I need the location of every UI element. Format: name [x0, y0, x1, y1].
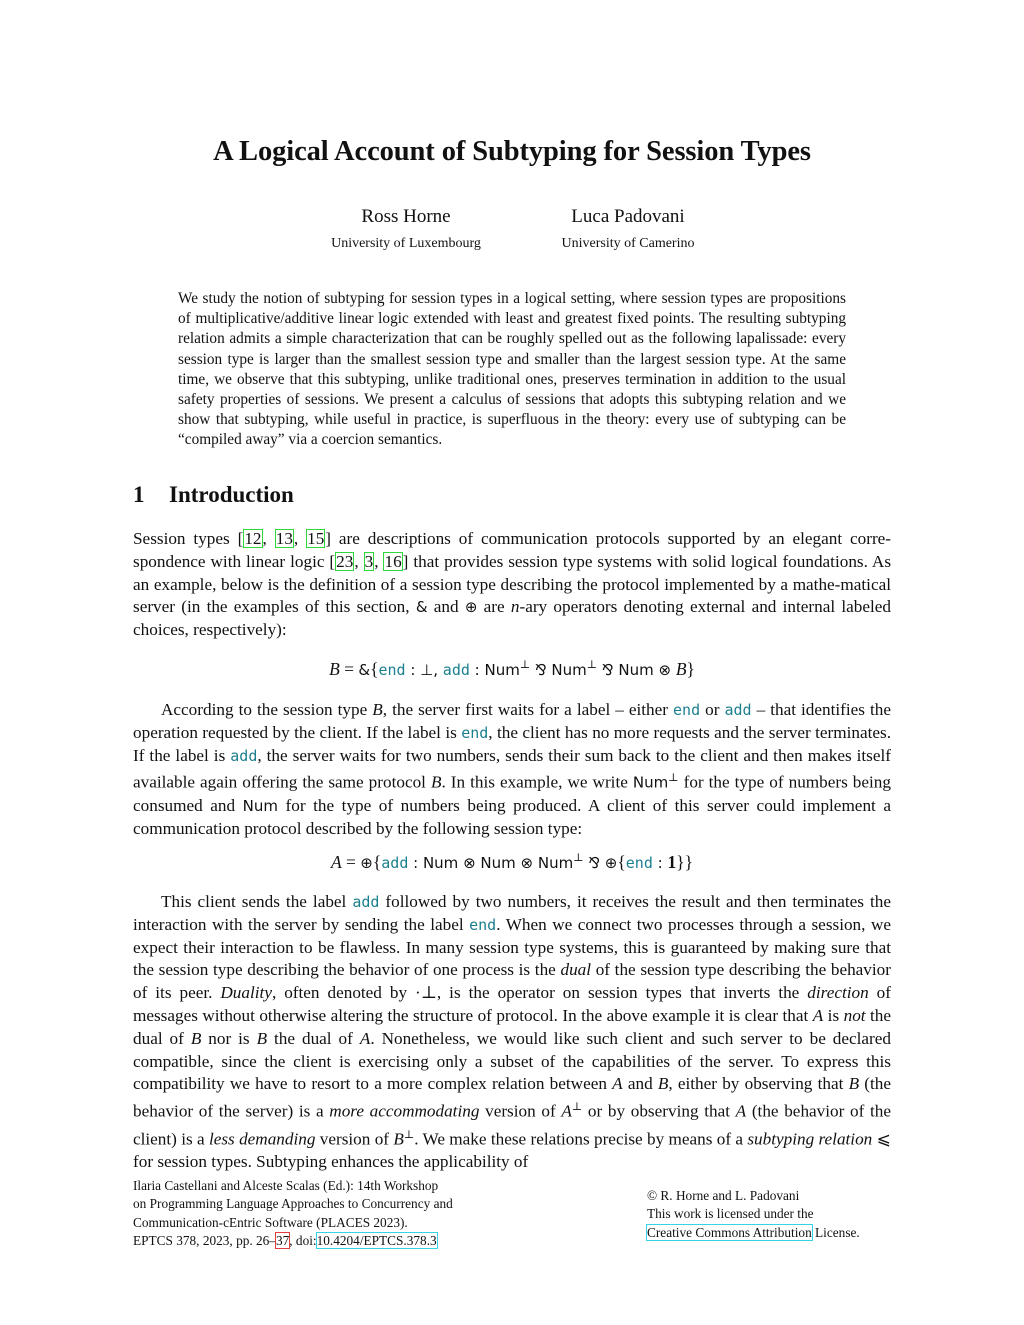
author-affiliation: University of Luxembourg — [331, 236, 481, 251]
doi-link[interactable]: 10.4204/EPTCS.378.3 — [316, 1232, 437, 1248]
equation-client-type: A = ⊕{add : Num ⊗ Num ⊗ Num⊥ ⅋ ⊕{end : 1}} — [330, 851, 694, 872]
author-name: Luca Padovani — [571, 206, 685, 227]
citation-link[interactable]: 12 — [244, 529, 262, 548]
section-heading — [133, 482, 294, 508]
author-affiliation: University of Camerino — [561, 236, 695, 251]
citation-link[interactable]: 15 — [307, 529, 325, 548]
citation-link[interactable]: 16 — [384, 551, 402, 571]
author-1 — [286, 206, 526, 252]
section-title: Introduction — [169, 482, 294, 507]
author-2 — [508, 206, 748, 252]
citation-link[interactable]: 3 — [364, 551, 374, 571]
footer-license: © R. Horne and L. Padovani This work is licensed under the Creative Commons Attribution License. — [647, 1188, 860, 1240]
abstract: We study the notion of subtyping for session types in a logical setting, where session types are propositions of multiplicative/additive linear logic extended with least and greatest fixed points. The resulting subtyping relation admits a simple characterization that can be roughly spelled out as the following lapalissade: every session type is larger than the smallest session type and smaller than the largest session type. At the same time, we observe that this subtyping, unlike traditional ones, preserves termination in addition to the usual safety properties of sessions. We present a calculus of sessions that adopts this subtyping relation and we show that subtyping, while useful in practice, is superfluous in the theory: every use of subtyping can be “compiled away” via a coercion semantics. — [178, 290, 846, 449]
paragraph-1: Session types [12, 13, 15] are descriptions of communication protocols supported by an elegant corre-spondence with linear logic [23, 3, 16] that provides session type systems with solid logical foundations. As an example, below is the definition of a session type describing the protocol implemented by a mathe-matical server (in the examples of this section, & and ⊕ are n-ary operators denoting external and internal labeled choices, respectively): — [133, 529, 892, 640]
last-page-link[interactable]: 37 — [275, 1232, 290, 1248]
license-link[interactable]: Creative Commons Attribution — [647, 1224, 812, 1240]
with-operator: & — [415, 598, 428, 617]
citation-link[interactable]: 13 — [275, 529, 293, 548]
paragraph-2: According to the session type B, the server first waits for a label – either end or add – that identifies the operation requested by the client. If the label is end, the client has no more requests and the server terminates. If the label is add, the server waits for two numbers, sends their sum back to the client and then makes itself available again offering the same protocol B. In this example, we write Num⊥ for the type of numbers being consumed and Num for the type of numbers being produced. A client of this server could implement a communication protocol described by the following session type: — [133, 700, 892, 838]
section-number: 1 — [133, 482, 145, 507]
citation-link[interactable]: 23 — [336, 551, 354, 571]
equation-server-type: B = &{end : ⊥, add : Num⊥ ⅋ Num⊥ ⅋ Num ⊗ B} — [329, 658, 695, 679]
paper-title: A Logical Account of Subtyping for Session Types — [213, 136, 811, 167]
author-name: Ross Horne — [361, 206, 451, 227]
footer-venue: Ilaria Castellani and Alceste Scalas (Ed.): 14th Workshop on Programming Language Approaches to Concurrency and Communication-cEntric Software (PLACES 2023). EPTCS 378, 2023, pp. 26–37, doi:10.4204/EPTCS.378.3 — [133, 1178, 453, 1248]
oplus-operator: ⊕ — [464, 598, 478, 617]
paragraph-3: This client sends the label add followed by two numbers, it receives the result and then terminates the interaction with the server by sending the label end. When we connect two processes through a session, we expect their interaction to be flawless. In many session type systems, this is guaranteed by making sure that the session type describing the behavior of one process is the dual of the session type describing the behavior of its peer. Duality, often denoted by ·⊥, is the operator on session types that inverts the direction of messages without otherwise altering the structure of protocol. In the above example it is clear that A is not the dual of B nor is B the dual of A. Nonetheless, we would like such client and such server to be declared compatible, since the client is exercising only a subset of the capabilities of the server. To express this compatibility we have to resort to a more complex relation between A and B, either by observing that B (the behavior of the server) is a more accommodating version of A⊥ or by observing that A (the behavior of the client) is a less demanding version of B⊥. We make these relations precise by means of a subtyping relation ⩽ for session types. Subtyping enhances the applicability of — [133, 892, 892, 1172]
